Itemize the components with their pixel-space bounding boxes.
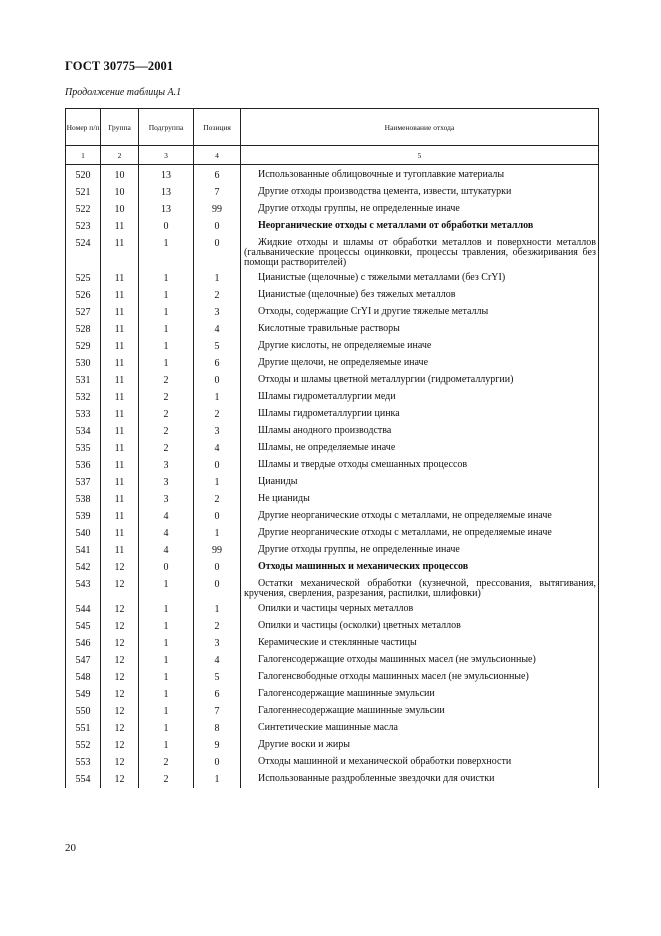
cell-group: 11 [101, 372, 139, 389]
table-row [66, 525, 599, 542]
cell-group: 11 [101, 525, 139, 542]
cell-number: 546 [66, 635, 101, 652]
cell-waste-name: Галогеннесодержащие машинные эмульсии [241, 703, 599, 720]
cell-subgroup: 0 [139, 218, 194, 235]
waste-classification-table [65, 108, 599, 788]
cell-group: 12 [101, 703, 139, 720]
cell-subgroup: 2 [139, 389, 194, 406]
cell-number: 545 [66, 618, 101, 635]
cell-waste-name: Другие воски и жиры [241, 737, 599, 754]
cell-subgroup: 1 [139, 720, 194, 737]
cell-subgroup: 13 [139, 184, 194, 201]
cell-group: 12 [101, 669, 139, 686]
table-row [66, 184, 599, 201]
cell-waste-name: Шламы, не определяемые иначе [241, 440, 599, 457]
cell-position: 0 [194, 754, 241, 771]
table-row [66, 559, 599, 576]
col-header-waste-name: Наименование отхода [241, 109, 599, 146]
cell-waste-name: Галогенсвободные отходы машинных масел (не эмульсионные) [241, 669, 599, 686]
cell-number: 521 [66, 184, 101, 201]
table-row [66, 474, 599, 491]
col-index-3: 3 [139, 146, 194, 165]
cell-waste-name: Цианиды [241, 474, 599, 491]
cell-number: 532 [66, 389, 101, 406]
cell-subgroup: 1 [139, 355, 194, 372]
cell-waste-name: Другие отходы группы, не определенные иначе [241, 201, 599, 218]
cell-waste-name: Неорганические отходы с металлами от обработки металлов [241, 218, 599, 235]
cell-waste-name: Кислотные травильные растворы [241, 321, 599, 338]
table-row [66, 235, 599, 270]
cell-waste-name: Другие отходы производства цемента, извести, штукатурки [241, 184, 599, 201]
cell-group: 11 [101, 389, 139, 406]
table-row [66, 165, 599, 185]
cell-position: 2 [194, 618, 241, 635]
cell-group: 11 [101, 474, 139, 491]
table-row [66, 576, 599, 601]
cell-number: 524 [66, 235, 101, 270]
cell-number: 548 [66, 669, 101, 686]
cell-number: 525 [66, 270, 101, 287]
cell-subgroup: 2 [139, 440, 194, 457]
cell-position: 99 [194, 542, 241, 559]
cell-group: 11 [101, 338, 139, 355]
table-row [66, 601, 599, 618]
cell-waste-name: Отходы, содержащие CrYI и другие тяжелые металлы [241, 304, 599, 321]
cell-waste-name: Использованные облицовочные и тугоплавкие материалы [241, 165, 599, 185]
cell-group: 11 [101, 406, 139, 423]
cell-group: 11 [101, 423, 139, 440]
col-header-group: Группа [101, 109, 139, 146]
col-header-subgroup: Подгруппа [139, 109, 194, 146]
cell-number: 554 [66, 771, 101, 788]
cell-subgroup: 1 [139, 601, 194, 618]
cell-position: 2 [194, 491, 241, 508]
cell-number: 544 [66, 601, 101, 618]
cell-position: 9 [194, 737, 241, 754]
cell-number: 538 [66, 491, 101, 508]
cell-subgroup: 2 [139, 754, 194, 771]
cell-number: 539 [66, 508, 101, 525]
cell-position: 1 [194, 601, 241, 618]
cell-subgroup: 1 [139, 338, 194, 355]
table-row [66, 703, 599, 720]
document-title: ГОСТ 30775—2001 [65, 59, 174, 73]
cell-number: 536 [66, 457, 101, 474]
cell-group: 10 [101, 201, 139, 218]
table-header-row [66, 109, 599, 146]
cell-subgroup: 13 [139, 165, 194, 185]
table-row [66, 440, 599, 457]
cell-subgroup: 1 [139, 270, 194, 287]
cell-waste-name: Другие неорганические отходы с металлами, не определяемые иначе [241, 525, 599, 542]
cell-position: 0 [194, 235, 241, 270]
page-number: 20 [65, 842, 76, 854]
cell-subgroup: 1 [139, 737, 194, 754]
cell-waste-name: Жидкие отходы и шламы от обработки металлов и поверхности металлов (гальванические процессы оцинковки, процессы травления, обезжиривания без помощи растворителей) [241, 235, 599, 270]
cell-group: 12 [101, 601, 139, 618]
cell-position: 8 [194, 720, 241, 737]
cell-position: 1 [194, 389, 241, 406]
cell-waste-name: Цианистые (щелочные) без тяжелых металлов [241, 287, 599, 304]
cell-number: 549 [66, 686, 101, 703]
cell-group: 12 [101, 652, 139, 669]
cell-waste-name: Другие неорганические отходы с металлами, не определяемые иначе [241, 508, 599, 525]
cell-group: 11 [101, 440, 139, 457]
cell-position: 4 [194, 440, 241, 457]
cell-group: 12 [101, 559, 139, 576]
cell-subgroup: 3 [139, 474, 194, 491]
cell-group: 11 [101, 304, 139, 321]
table-row [66, 270, 599, 287]
cell-subgroup: 2 [139, 771, 194, 788]
cell-number: 526 [66, 287, 101, 304]
cell-number: 523 [66, 218, 101, 235]
table-row [66, 321, 599, 338]
cell-waste-name: Отходы машинной и механической обработки поверхности [241, 754, 599, 771]
cell-waste-name: Отходы машинных и механических процессов [241, 559, 599, 576]
cell-position: 0 [194, 457, 241, 474]
cell-subgroup: 2 [139, 406, 194, 423]
table-row [66, 508, 599, 525]
table-column-number-row [66, 146, 599, 165]
cell-waste-name: Другие щелочи, не определяемые иначе [241, 355, 599, 372]
cell-number: 551 [66, 720, 101, 737]
cell-subgroup: 1 [139, 669, 194, 686]
cell-subgroup: 0 [139, 559, 194, 576]
cell-waste-name: Шламы гидрометаллургии меди [241, 389, 599, 406]
cell-number: 529 [66, 338, 101, 355]
cell-number: 531 [66, 372, 101, 389]
cell-group: 10 [101, 184, 139, 201]
table-row [66, 287, 599, 304]
cell-number: 520 [66, 165, 101, 185]
cell-group: 12 [101, 635, 139, 652]
cell-waste-name: Галогенсодержащие машинные эмульсии [241, 686, 599, 703]
cell-group: 12 [101, 618, 139, 635]
cell-number: 547 [66, 652, 101, 669]
table-row [66, 304, 599, 321]
cell-number: 542 [66, 559, 101, 576]
cell-position: 5 [194, 338, 241, 355]
cell-group: 11 [101, 542, 139, 559]
cell-position: 5 [194, 669, 241, 686]
cell-group: 12 [101, 720, 139, 737]
cell-position: 7 [194, 703, 241, 720]
cell-position: 3 [194, 304, 241, 321]
cell-subgroup: 1 [139, 618, 194, 635]
cell-number: 540 [66, 525, 101, 542]
cell-subgroup: 1 [139, 686, 194, 703]
cell-position: 0 [194, 372, 241, 389]
cell-waste-name: Шламы гидрометаллургии цинка [241, 406, 599, 423]
cell-subgroup: 1 [139, 703, 194, 720]
table-row [66, 754, 599, 771]
cell-subgroup: 1 [139, 652, 194, 669]
cell-subgroup: 4 [139, 525, 194, 542]
cell-subgroup: 4 [139, 508, 194, 525]
table-continuation-caption: Продолжение таблицы А.1 [65, 87, 182, 98]
cell-group: 11 [101, 287, 139, 304]
cell-group: 11 [101, 491, 139, 508]
cell-number: 522 [66, 201, 101, 218]
table-row [66, 372, 599, 389]
cell-position: 3 [194, 635, 241, 652]
cell-number: 527 [66, 304, 101, 321]
table-row [66, 771, 599, 788]
table-row [66, 201, 599, 218]
cell-number: 552 [66, 737, 101, 754]
cell-subgroup: 2 [139, 423, 194, 440]
cell-waste-name: Отходы и шламы цветной металлургии (гидрометаллургии) [241, 372, 599, 389]
cell-waste-name: Остатки механической обработки (кузнечной, прессования, вытягивания, кручения, сверления, разрезания, распилки, шлифовки) [241, 576, 599, 601]
cell-group: 11 [101, 508, 139, 525]
cell-position: 1 [194, 270, 241, 287]
cell-position: 1 [194, 525, 241, 542]
cell-position: 99 [194, 201, 241, 218]
cell-number: 543 [66, 576, 101, 601]
cell-number: 553 [66, 754, 101, 771]
cell-group: 12 [101, 771, 139, 788]
cell-group: 10 [101, 165, 139, 185]
cell-position: 0 [194, 576, 241, 601]
cell-waste-name: Цианистые (щелочные) с тяжелыми металлами (без CrYI) [241, 270, 599, 287]
cell-waste-name: Галогенсодержащие отходы машинных масел (не эмульсионные) [241, 652, 599, 669]
table-row [66, 355, 599, 372]
table-row [66, 686, 599, 703]
table-row [66, 669, 599, 686]
cell-group: 12 [101, 686, 139, 703]
cell-subgroup: 1 [139, 235, 194, 270]
table-row [66, 338, 599, 355]
cell-group: 11 [101, 321, 139, 338]
cell-subgroup: 1 [139, 287, 194, 304]
cell-position: 2 [194, 406, 241, 423]
cell-group: 11 [101, 457, 139, 474]
cell-waste-name: Шламы анодного производства [241, 423, 599, 440]
cell-waste-name: Опилки и частицы (осколки) цветных металлов [241, 618, 599, 635]
cell-number: 541 [66, 542, 101, 559]
cell-subgroup: 1 [139, 321, 194, 338]
cell-number: 534 [66, 423, 101, 440]
cell-subgroup: 4 [139, 542, 194, 559]
cell-position: 2 [194, 287, 241, 304]
cell-waste-name: Синтетические машинные масла [241, 720, 599, 737]
col-index-5: 5 [241, 146, 599, 165]
cell-position: 4 [194, 652, 241, 669]
col-index-4: 4 [194, 146, 241, 165]
cell-position: 0 [194, 559, 241, 576]
cell-position: 1 [194, 771, 241, 788]
cell-waste-name: Использованные раздробленные звездочки для очистки [241, 771, 599, 788]
cell-subgroup: 1 [139, 304, 194, 321]
table-row [66, 218, 599, 235]
cell-number: 550 [66, 703, 101, 720]
cell-group: 12 [101, 576, 139, 601]
cell-number: 533 [66, 406, 101, 423]
table-row [66, 457, 599, 474]
cell-group: 11 [101, 355, 139, 372]
cell-subgroup: 13 [139, 201, 194, 218]
cell-group: 11 [101, 235, 139, 270]
cell-group: 12 [101, 737, 139, 754]
cell-position: 4 [194, 321, 241, 338]
table-row [66, 635, 599, 652]
cell-position: 0 [194, 508, 241, 525]
table-row [66, 389, 599, 406]
cell-waste-name: Другие отходы группы, не определенные иначе [241, 542, 599, 559]
cell-group: 12 [101, 754, 139, 771]
table-row [66, 618, 599, 635]
table-row [66, 720, 599, 737]
cell-position: 0 [194, 218, 241, 235]
col-index-1: 1 [66, 146, 101, 165]
cell-subgroup: 3 [139, 457, 194, 474]
cell-group: 11 [101, 270, 139, 287]
table-row [66, 406, 599, 423]
cell-position: 7 [194, 184, 241, 201]
cell-waste-name: Опилки и частицы черных металлов [241, 601, 599, 618]
cell-subgroup: 1 [139, 576, 194, 601]
table-row [66, 423, 599, 440]
cell-subgroup: 1 [139, 635, 194, 652]
cell-waste-name: Другие кислоты, не определяемые иначе [241, 338, 599, 355]
cell-position: 6 [194, 355, 241, 372]
cell-number: 537 [66, 474, 101, 491]
cell-group: 11 [101, 218, 139, 235]
cell-number: 528 [66, 321, 101, 338]
cell-number: 535 [66, 440, 101, 457]
cell-waste-name: Шламы и твердые отходы смешанных процессов [241, 457, 599, 474]
table-row [66, 652, 599, 669]
cell-subgroup: 3 [139, 491, 194, 508]
cell-position: 3 [194, 423, 241, 440]
cell-position: 6 [194, 686, 241, 703]
col-index-2: 2 [101, 146, 139, 165]
col-header-number: Номер п/п [66, 109, 101, 146]
table-row [66, 542, 599, 559]
cell-subgroup: 2 [139, 372, 194, 389]
cell-waste-name: Не цианиды [241, 491, 599, 508]
cell-number: 530 [66, 355, 101, 372]
col-header-position: Позиция [194, 109, 241, 146]
table-row [66, 737, 599, 754]
cell-position: 6 [194, 165, 241, 185]
cell-position: 1 [194, 474, 241, 491]
table-row [66, 491, 599, 508]
cell-waste-name: Керамические и стеклянные частицы [241, 635, 599, 652]
